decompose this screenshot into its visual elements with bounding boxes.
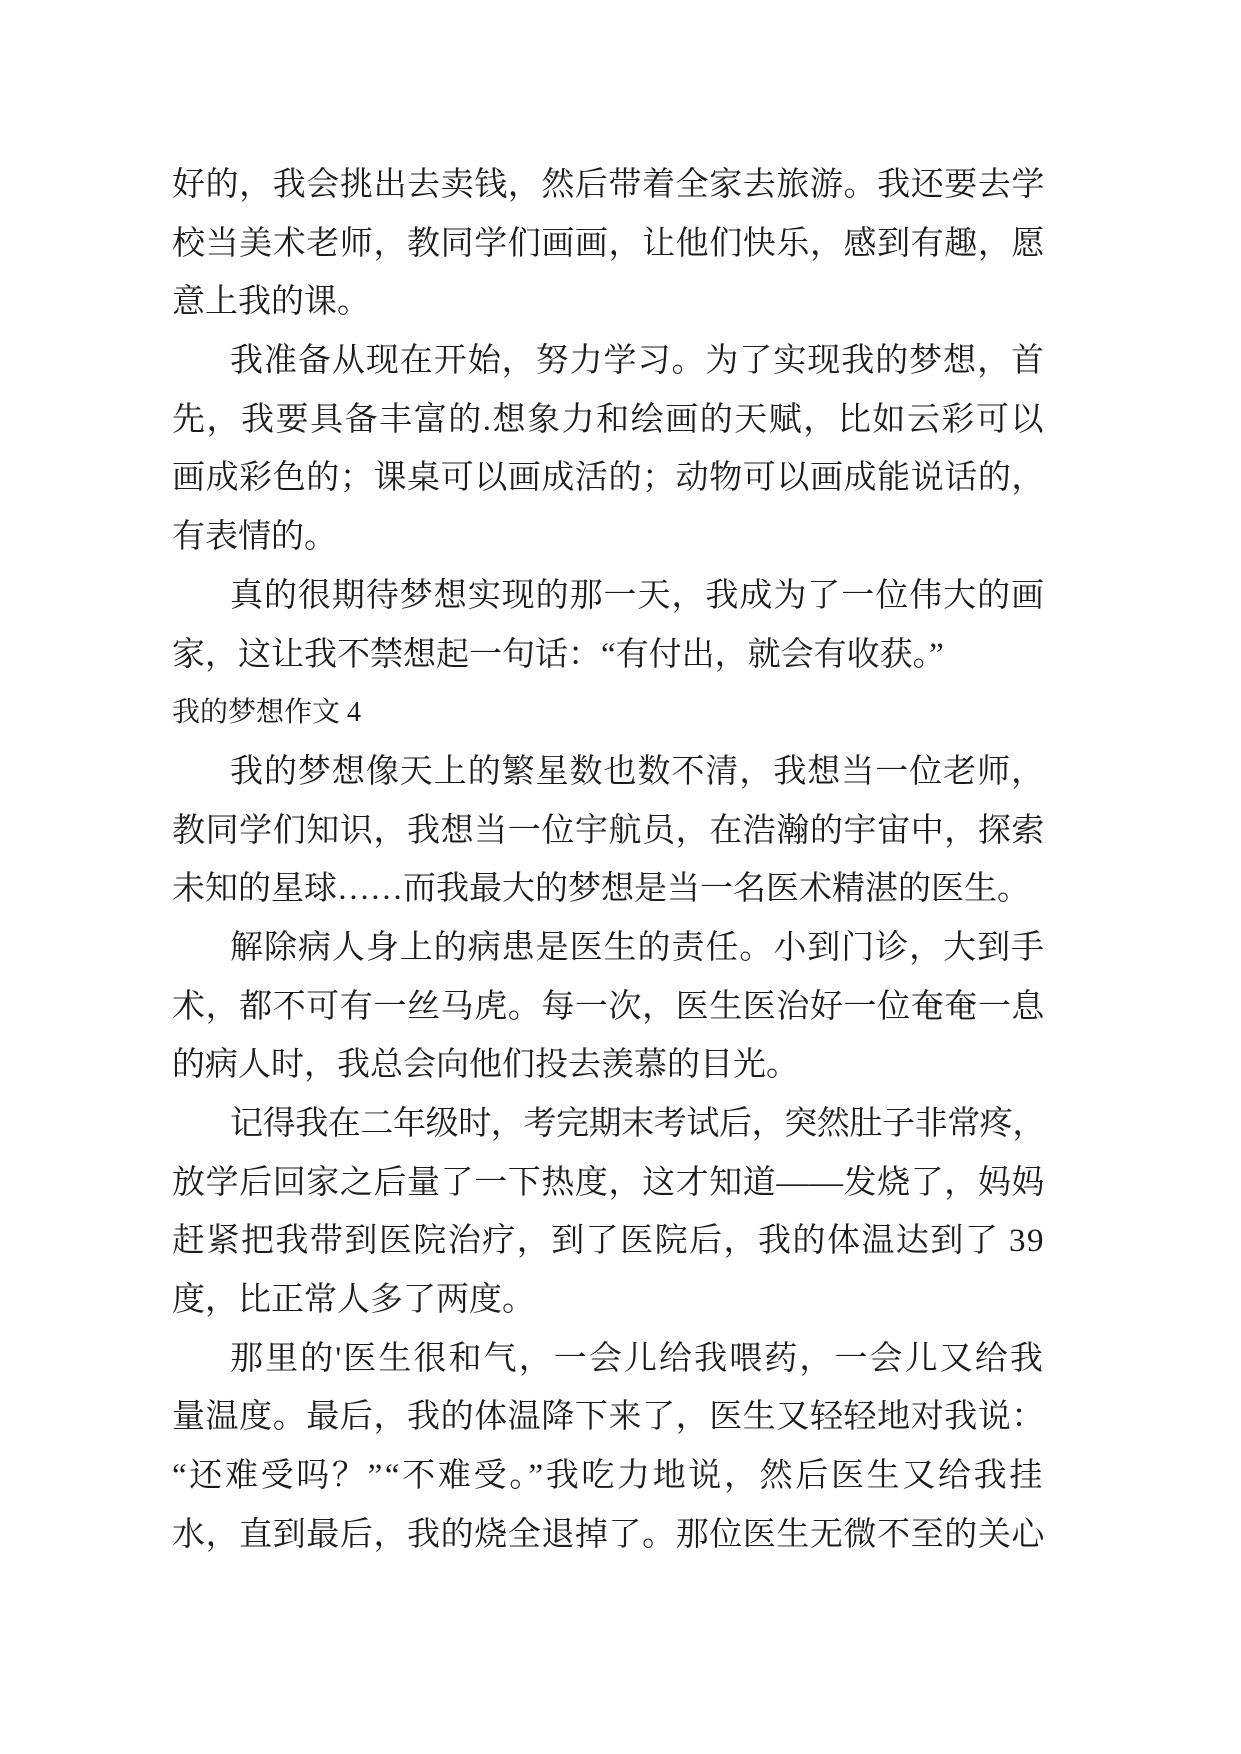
text-line-content: 好的，我会挑出去卖钱，然后带着全家去旅游。我还要去学 [172, 167, 1046, 203]
text-line-content: 那里的'医生很和气，一会儿给我喂药，一会儿又给我 [230, 1340, 1045, 1377]
text-line [172, 391, 1045, 450]
section-heading-text: 我的梦想作文 4 [172, 697, 362, 729]
text-line-content: “还难受吗？”“不难受。”我吃力地说，然后医生又给我挂 [172, 1458, 1045, 1495]
text-line [172, 1388, 1045, 1447]
document-body [172, 156, 1045, 1565]
text-line [172, 508, 1045, 567]
text-line [172, 215, 1045, 274]
text-line [172, 743, 1045, 802]
text-line-content: 我准备从现在开始，努力学习。为了实现我的梦想，首 [230, 343, 1045, 380]
text-line [172, 332, 1045, 391]
text-line-content: 的病人时，我总会向他们投去羡慕的目光。 [172, 1047, 799, 1084]
section-heading [172, 684, 1045, 743]
text-line [172, 156, 1045, 215]
text-line [172, 1212, 1045, 1271]
text-line-content: 家，这让我不禁想起一句话：“有付出，就会有收获。” [172, 636, 944, 673]
text-line [172, 1506, 1045, 1565]
text-line [172, 1154, 1045, 1213]
text-line-content: 量温度。最后，我的体温降下来了，医生又轻轻地对我说： [172, 1399, 1046, 1436]
text-line-content: 画成彩色的；课桌可以画成活的；动物可以画成能说话的， [172, 460, 1046, 497]
text-line [172, 1330, 1045, 1389]
text-line [172, 1095, 1045, 1154]
text-line-content: 水，直到最后，我的烧全退掉了。那位医生无微不至的关心 [172, 1516, 1046, 1553]
text-line [172, 860, 1045, 919]
text-line-content: 意上我的课。 [172, 284, 370, 321]
text-line-content: 先，我要具备丰富的.想象力和绘画的天赋，比如云彩可以 [172, 401, 1046, 438]
text-line [172, 802, 1045, 861]
text-line [172, 626, 1045, 685]
text-line [172, 567, 1045, 626]
text-line [172, 978, 1045, 1037]
text-line-content: 校当美术老师，教同学们画画，让他们快乐，感到有趣，愿 [172, 225, 1046, 262]
text-line [172, 449, 1045, 508]
text-line-content: 未知的星球……而我最大的梦想是当一名医术精湛的医生。 [172, 871, 1030, 908]
text-line-content: 教同学们知识，我想当一位宇航员，在浩瀚的宇宙中，探索 [172, 812, 1046, 849]
text-line [172, 273, 1045, 332]
text-line-content: 真的很期待梦想实现的那一天，我成为了一位伟大的画 [230, 577, 1045, 614]
text-line-content: 解除病人身上的病患是医生的责任。小到门诊，大到手 [230, 929, 1045, 966]
text-line-content: 记得我在二年级时，考完期末考试后，突然肚子非常疼， [230, 1106, 1046, 1142]
text-line-content: 术，都不可有一丝马虎。每一次，医生医治好一位奄奄一息 [172, 988, 1046, 1025]
text-line [172, 1447, 1045, 1506]
text-line-content: 我的梦想像天上的繁星数也数不清，我想当一位老师， [230, 753, 1045, 790]
text-line [172, 1036, 1045, 1095]
text-line [172, 1271, 1045, 1330]
text-line-content: 赶紧把我带到医院治疗，到了医院后，我的体温达到了 39 [172, 1223, 1045, 1260]
text-line-content: 放学后回家之后量了一下热度，这才知道——发烧了，妈妈 [172, 1164, 1046, 1201]
text-line [172, 919, 1045, 978]
text-line-content: 有表情的。 [172, 519, 337, 556]
text-line-content: 度，比正常人多了两度。 [172, 1282, 535, 1319]
